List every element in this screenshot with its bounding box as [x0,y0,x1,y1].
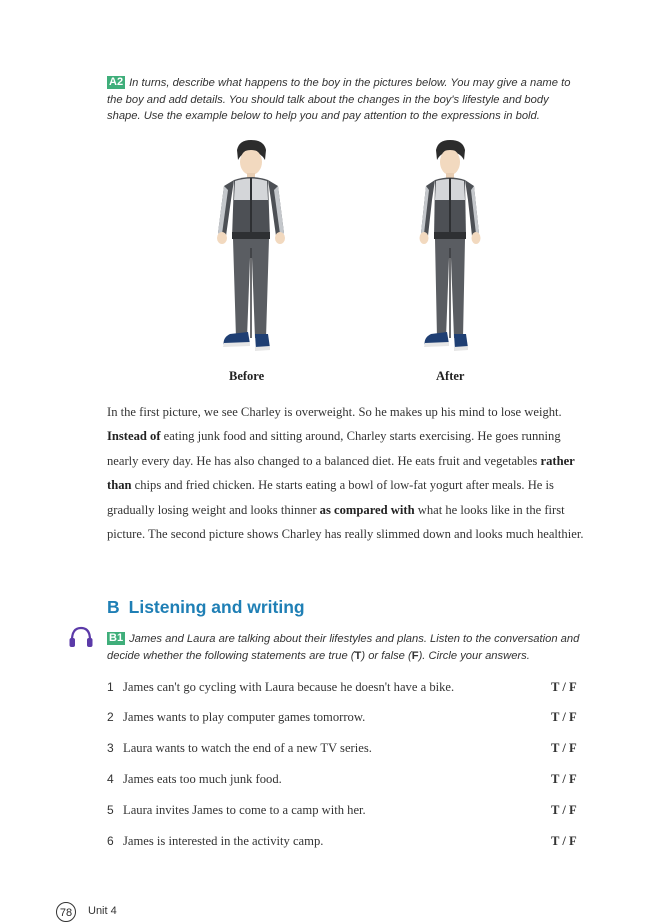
section-title: Listening and writing [128,597,305,617]
bold-expression: Instead of [107,429,161,444]
statement-row [107,680,585,698]
statement-text: James eats too much junk food. [123,772,282,786]
statement-number: 4 [107,772,114,786]
page-number: 78 [56,902,76,922]
statement-number: 1 [107,680,114,694]
example-passage [107,400,585,546]
statement-text: Laura wants to watch the end of a new TV series. [123,741,372,755]
statement-row [107,834,585,852]
passage-text: In the first picture, we see Charley is overweight. So he makes up his mind to lose weight. [107,405,562,419]
true-false-choice[interactable]: T / F [551,710,577,724]
before-caption: Before [229,369,265,383]
statement-text: James is interested in the activity camp. [123,834,324,848]
true-false-choice[interactable]: T / F [551,834,577,848]
section-letter: B [107,597,120,617]
statement-row [107,772,585,790]
after-caption: After [436,369,465,383]
a2-tag: A2 [109,76,124,88]
true-false-choice[interactable]: T / F [551,741,577,755]
b1-tag: B1 [109,632,124,644]
b1-text: ). Circle your answers. [418,649,530,662]
statement-number: 2 [107,710,114,724]
boy-after-illustration [405,138,495,360]
passage-text: chips and fried chicken. He starts eating a bowl of low-fat yogurt after meals. He is gradually losing weight and looks thinner [107,478,554,517]
boy-before-illustration [206,138,296,360]
statement-row [107,741,585,759]
statement-text: Laura invites James to come to a camp with her. [123,803,366,817]
statement-number: 5 [107,803,114,817]
section-heading [107,597,305,618]
statement-text: James can't go cycling with Laura because he doesn't have a bike. [123,680,455,694]
passage-text: eating junk food and sitting around, Charley starts exercising. He goes running nearly every day. He has also changed to a balanced diet. He eats fruit and vegetables [107,429,561,468]
true-false-choice[interactable]: T / F [551,803,577,817]
statement-number: 6 [107,834,114,848]
true-false-choice[interactable]: T / F [551,772,577,786]
unit-label: Unit 4 [88,905,117,917]
true-marker: T [354,649,362,662]
true-false-choice[interactable]: T / F [551,680,577,694]
bold-expression: rather than [107,453,575,493]
statement-number: 3 [107,741,114,755]
passage-text: what he looks like in the first picture. The second picture shows Charley has really slimmed down and looks much healthier. [107,502,584,542]
a2-text: In turns, describe what happens to the boy in the pictures below. You may give a name to the boy and add details. You should talk about the changes in the boy's lifestyle and body shape. Use the example below to help you and pay attention to the expressions in bold. [107,77,571,122]
statement-row [107,803,585,821]
b1-text: ) or false ( [361,649,412,662]
b1-text: James and Laura are talking about their lifestyles and plans. Listen to the conversation and decide whether the following statements are true ( [107,633,580,662]
false-marker: F [411,649,419,662]
a2-instructions [107,75,585,125]
headphones-icon [68,625,94,649]
statement-text: James wants to play computer games tomorrow. [123,710,366,724]
b1-instructions [107,631,585,664]
bold-expression: as compared with [319,502,415,517]
statement-row [107,710,585,728]
